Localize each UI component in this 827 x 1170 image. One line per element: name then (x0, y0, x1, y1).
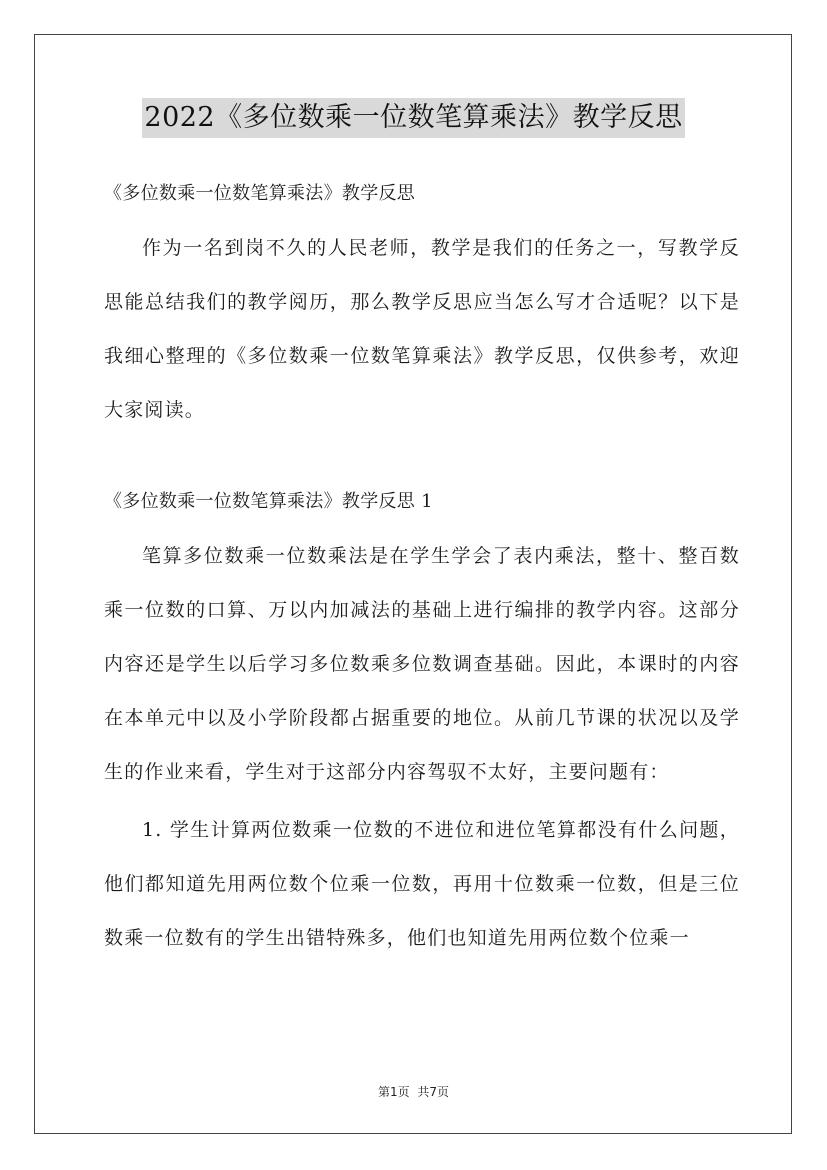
document-body (104, 171, 740, 965)
document-subtitle: 《多位数乘一位数笔算乘法》教学反思 (104, 183, 416, 204)
intro-paragraph: 作为一名到岗不久的人民老师，教学是我们的任务之一，写教学反思能总结我们的教学阅历，那么教学反思应当怎么写才合适呢？以下是我细心整理的《多位数乘一位数笔算乘法》教学反思，仅供参考，欢迎大家阅读。 (104, 237, 740, 421)
section-heading: 《多位数乘一位数笔算乘法》教学反思 1 (104, 491, 433, 512)
title-wrapper (0, 98, 827, 138)
body-paragraph-1: 笔算多位数乘一位数乘法是在学生学会了表内乘法，整十、整百数乘一位数的口算、万以内加减法的基础上进行编排的教学内容。这部分内容还是学生以后学习多位数乘多位数调查基础。因此，本课时的内容在本单元中以及小学阶段都占据重要的地位。从前几节课的状况以及学生的作业来看，学生对于这部分内容驾驭不太好，主要问题有： (104, 545, 740, 783)
page-footer: 第1页 共7页 (377, 1085, 450, 1099)
document-title: 2022《多位数乘一位数笔算乘法》教学反思 (142, 98, 684, 138)
spacer (104, 437, 740, 479)
body-paragraph-2: 1. 学生计算两位数乘一位数的不进位和进位笔算都没有什么问题，他们都知道先用两位数个位乘一位数，再用十位数乘一位数，但是三位数乘一位数有的学生出错特殊多，他们也知道先用两位数个位乘一 (104, 819, 740, 949)
